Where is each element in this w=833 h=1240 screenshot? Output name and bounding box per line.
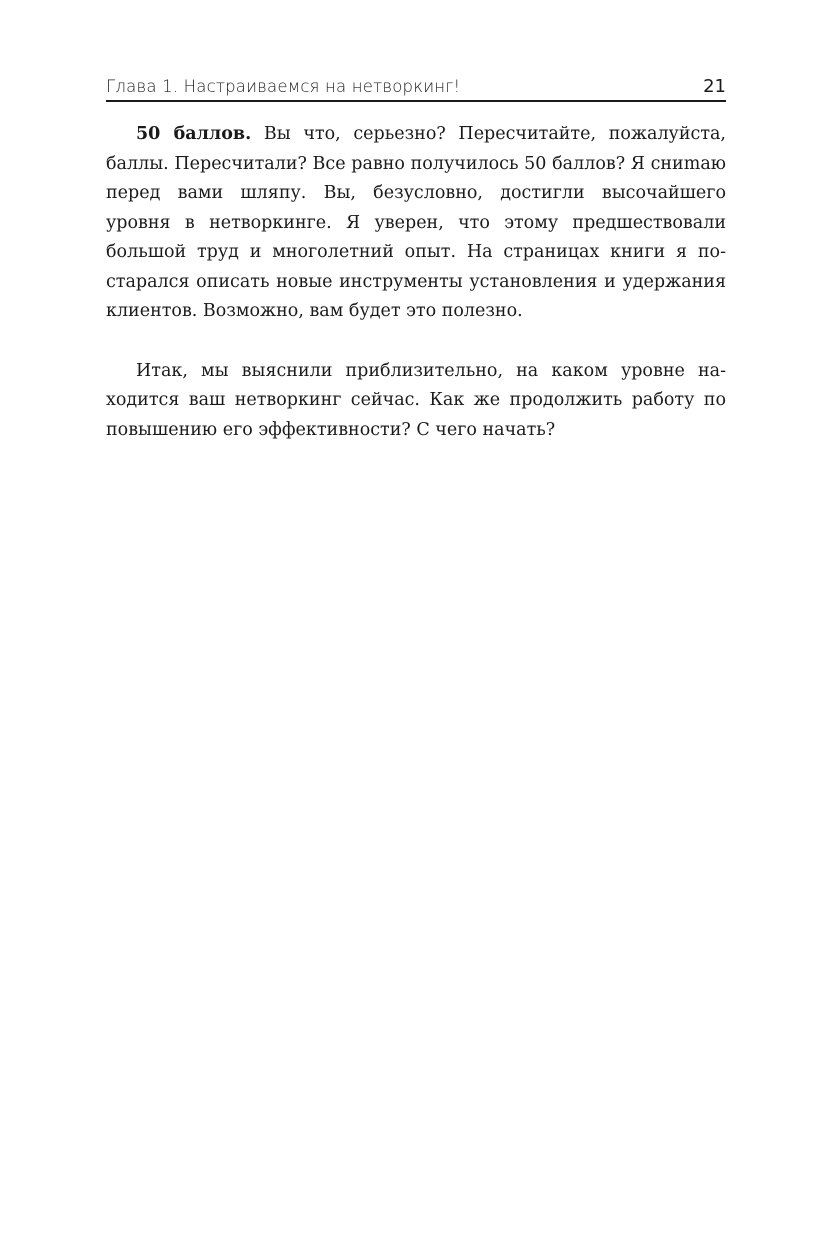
paragraph-text: Вы что, серьезно? Пересчитайте, пожалуйста, баллы. Пересчитали? Все равно получилось 50 баллов? Я сниmаю перед вами шляпу. Вы, безусловно, достигли высочайшего уровня в нетворкинге. Я уверен, что этому предшествовали большой труд и многолетний опыт. На страницах книги я постарался описать новые инструменты установления и удержания клиентов. Возможно, вам будет это полезно. xyxy=(106,124,726,321)
page-number: 21 xyxy=(703,76,726,97)
paragraph-next-steps xyxy=(106,357,726,446)
chapter-title: Глава 1. Настраиваемся на нетворкинг! xyxy=(106,77,461,96)
running-header xyxy=(106,74,726,102)
paragraph-text: Итак, мы выяснили приблизительно, на каком уровне находится ваш нетворкинг сейчас. Как же продолжить работу по повышению его эффективности? С чего начать? xyxy=(106,360,726,440)
body-text xyxy=(106,120,726,445)
paragraph-score-50 xyxy=(106,120,726,327)
paragraph-run-in-heading: 50 баллов. xyxy=(136,124,252,144)
